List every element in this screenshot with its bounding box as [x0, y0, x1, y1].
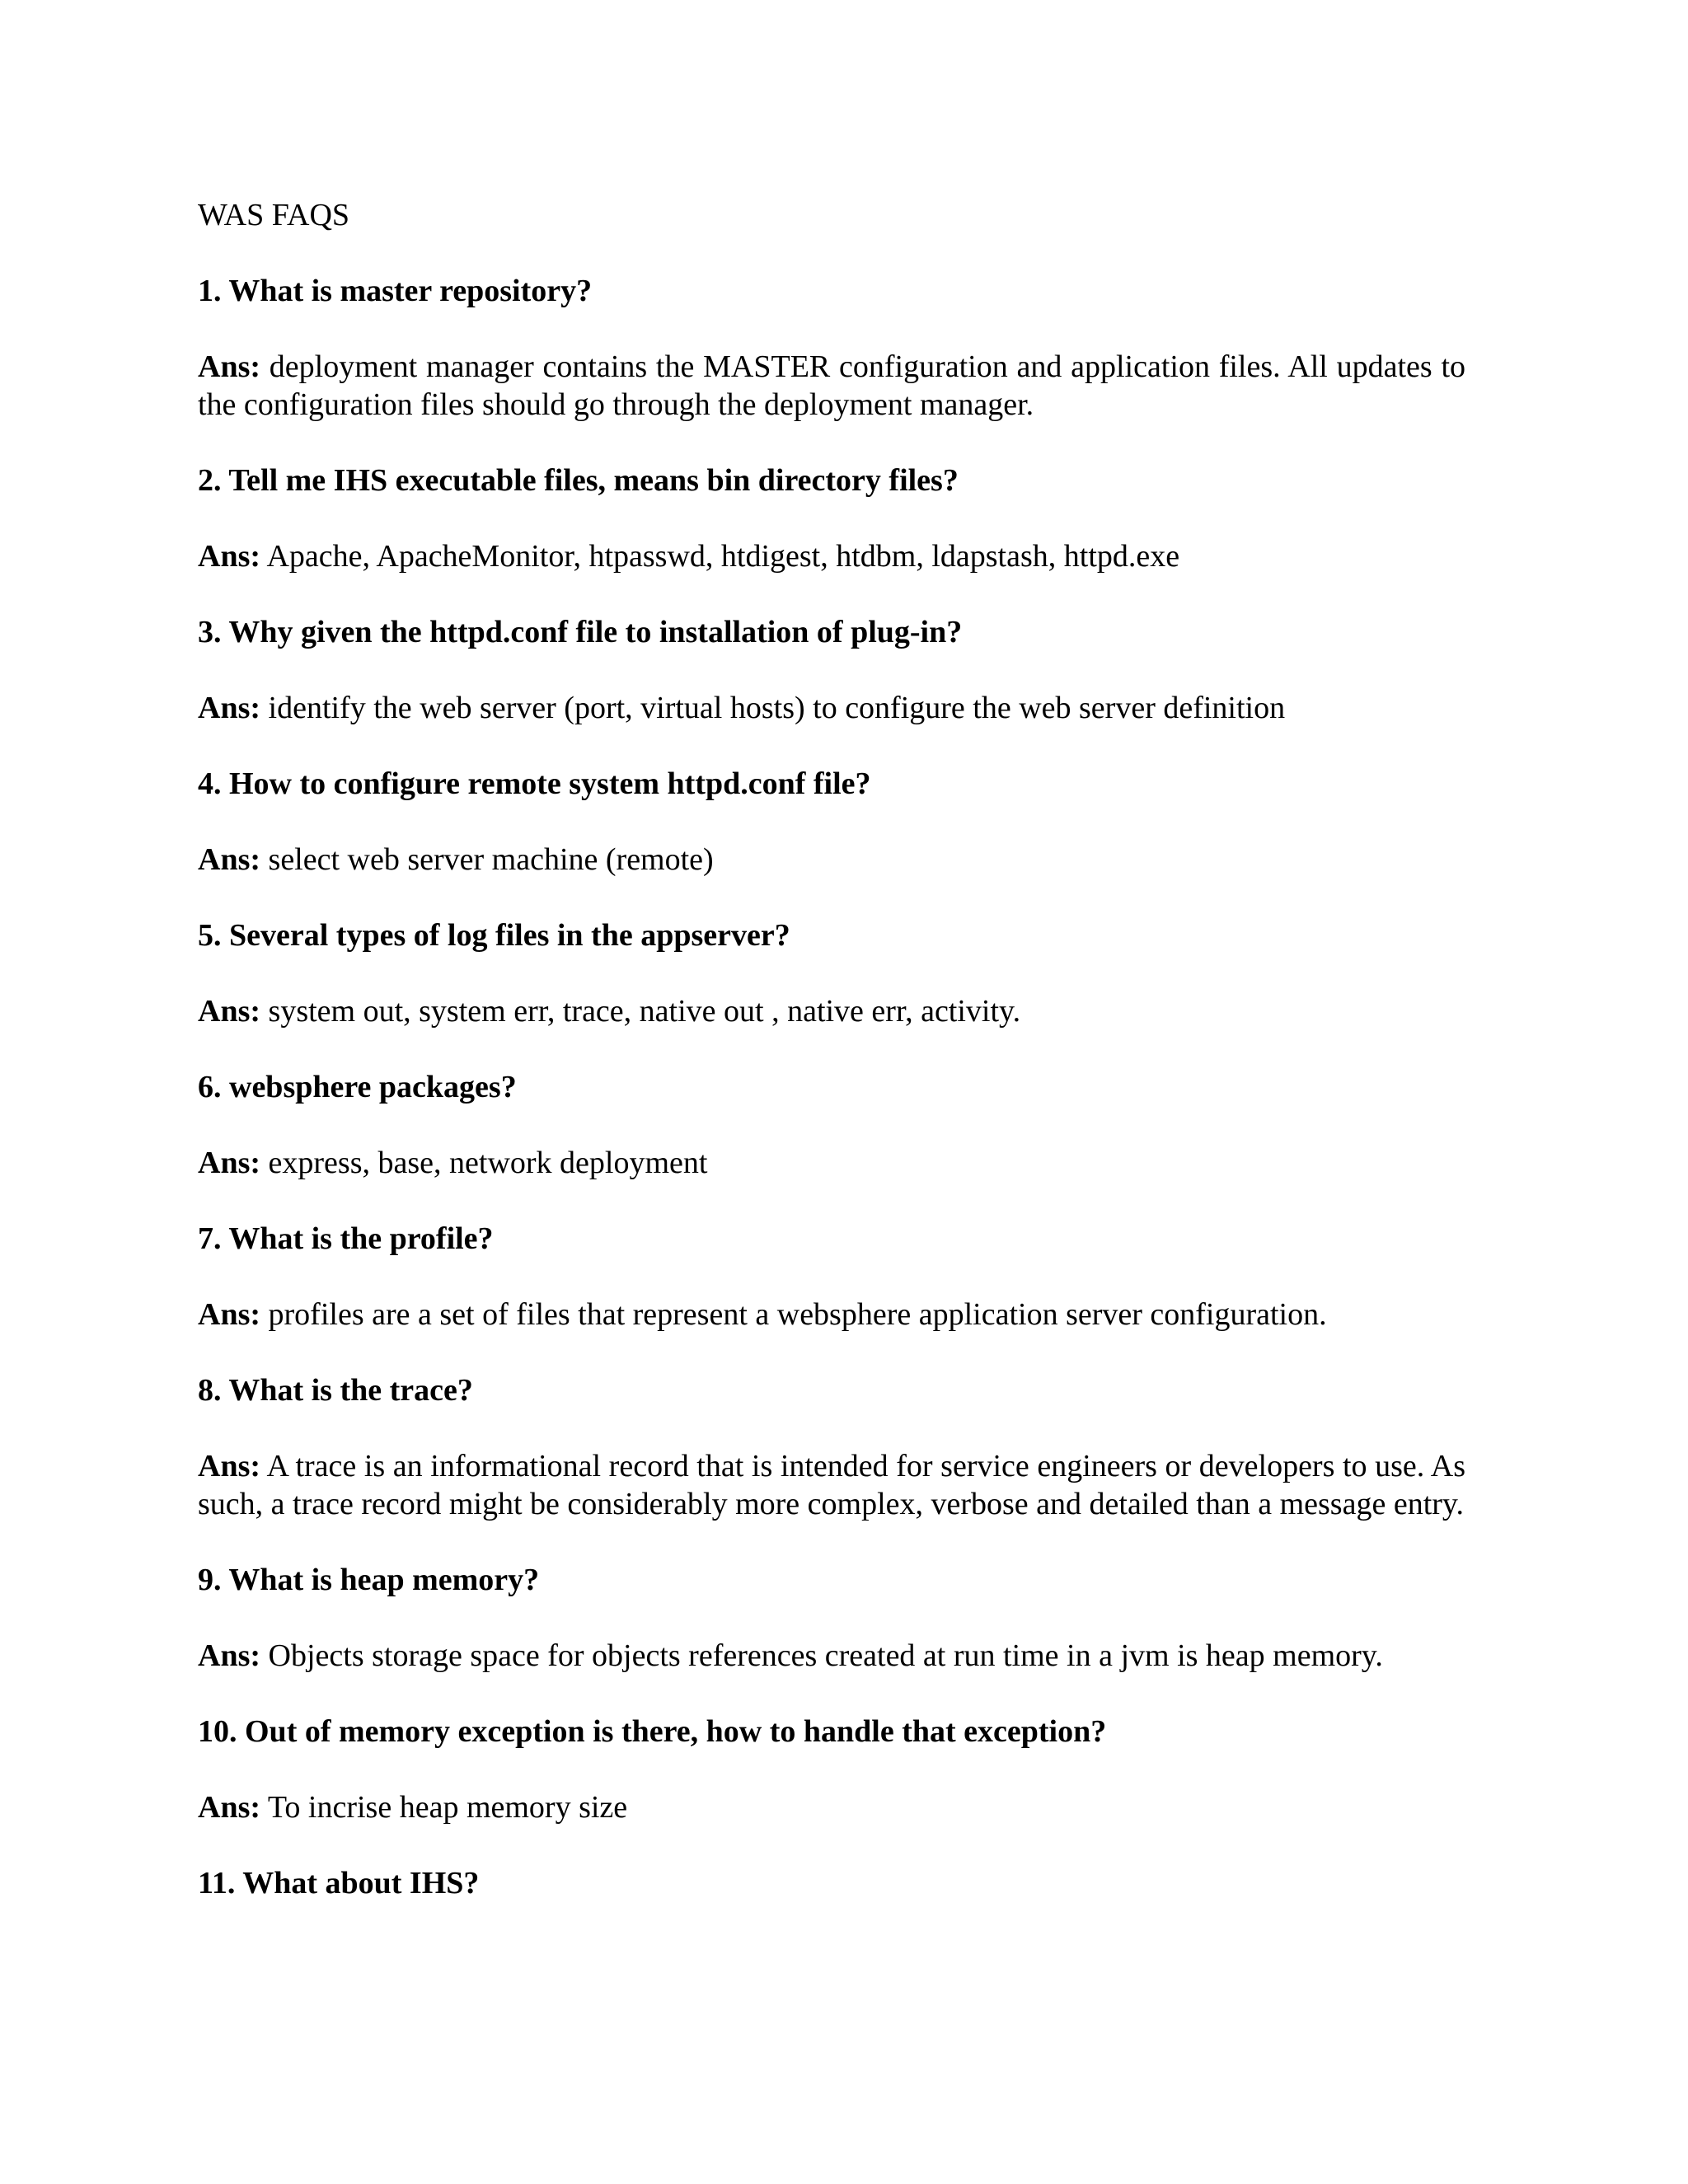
faq-question: 1. What is master repository? — [198, 274, 593, 308]
faq-question: 2. Tell me IHS executable files, means bin directory files? — [198, 463, 959, 498]
answer-text: Apache, ApacheMonitor, htpasswd, htdigest, htdbm, ldapstash, httpd.exe — [266, 539, 1180, 574]
faq-question: 5. Several types of log files in the appserver? — [198, 918, 790, 953]
faq-answer — [198, 348, 1465, 424]
faq-item-4 — [198, 765, 1465, 879]
answer-text: Objects storage space for objects references created at run time in a jvm is heap memory. — [268, 1638, 1383, 1673]
answer-text: profiles are a set of files that represent a websphere application server configuration. — [268, 1297, 1327, 1332]
faq-question: 7. What is the profile? — [198, 1221, 494, 1256]
answer-label: Ans: — [198, 1790, 261, 1825]
faq-answer — [198, 1144, 1465, 1182]
faq-item-11 — [198, 1864, 1465, 1902]
faq-answer — [198, 1788, 1465, 1826]
answer-label: Ans: — [198, 1638, 261, 1673]
faq-question: 6. websphere packages? — [198, 1070, 517, 1104]
faq-answer — [198, 1296, 1465, 1333]
answer-text: deployment manager contains the MASTER configuration and application files. All updates to the configuration files should go through the deployment manager. — [198, 349, 1466, 422]
faq-question: 3. Why given the httpd.conf file to installation of plug-in? — [198, 615, 963, 649]
answer-label: Ans: — [198, 1449, 261, 1483]
answer-text: system out, system err, trace, native out , native err, activity. — [268, 994, 1021, 1029]
faq-answer — [198, 689, 1465, 727]
faq-item-10 — [198, 1713, 1465, 1826]
answer-label: Ans: — [198, 539, 261, 574]
answer-label: Ans: — [198, 691, 261, 725]
faq-item-5 — [198, 916, 1465, 1030]
answer-label: Ans: — [198, 994, 261, 1029]
faq-item-7 — [198, 1220, 1465, 1333]
faq-answer — [198, 992, 1465, 1030]
faq-answer — [198, 841, 1465, 879]
faq-question: 9. What is heap memory? — [198, 1563, 540, 1597]
answer-text: To incrise heap memory size — [267, 1790, 628, 1825]
faq-answer — [198, 1637, 1465, 1675]
faq-item-2 — [198, 462, 1465, 575]
answer-text: express, base, network deployment — [268, 1146, 708, 1180]
faq-question: 8. What is the trace? — [198, 1373, 473, 1408]
faq-answer — [198, 537, 1465, 575]
answer-text: A trace is an informational record that is intended for service engineers or developers to use. As such, a trace record might be considerably more complex, verbose and detailed than a message entry. — [198, 1449, 1465, 1521]
document-content — [198, 196, 1465, 1940]
faq-question: 10. Out of memory exception is there, how to handle that exception? — [198, 1714, 1107, 1749]
faq-item-6 — [198, 1068, 1465, 1182]
answer-label: Ans: — [198, 842, 261, 877]
faq-question: 4. How to configure remote system httpd.conf file? — [198, 766, 871, 801]
answer-text: identify the web server (port, virtual hosts) to configure the web server definition — [268, 691, 1286, 725]
faq-item-9 — [198, 1561, 1465, 1675]
document-title: WAS FAQS — [198, 198, 350, 232]
faq-item-3 — [198, 613, 1465, 727]
faq-answer — [198, 1447, 1465, 1523]
answer-label: Ans: — [198, 349, 261, 384]
answer-label: Ans: — [198, 1297, 261, 1332]
faq-question: 11. What about IHS? — [198, 1866, 480, 1900]
faq-item-8 — [198, 1371, 1465, 1523]
faq-item-1 — [198, 272, 1465, 424]
answer-text: select web server machine (remote) — [268, 842, 714, 877]
answer-label: Ans: — [198, 1146, 261, 1180]
